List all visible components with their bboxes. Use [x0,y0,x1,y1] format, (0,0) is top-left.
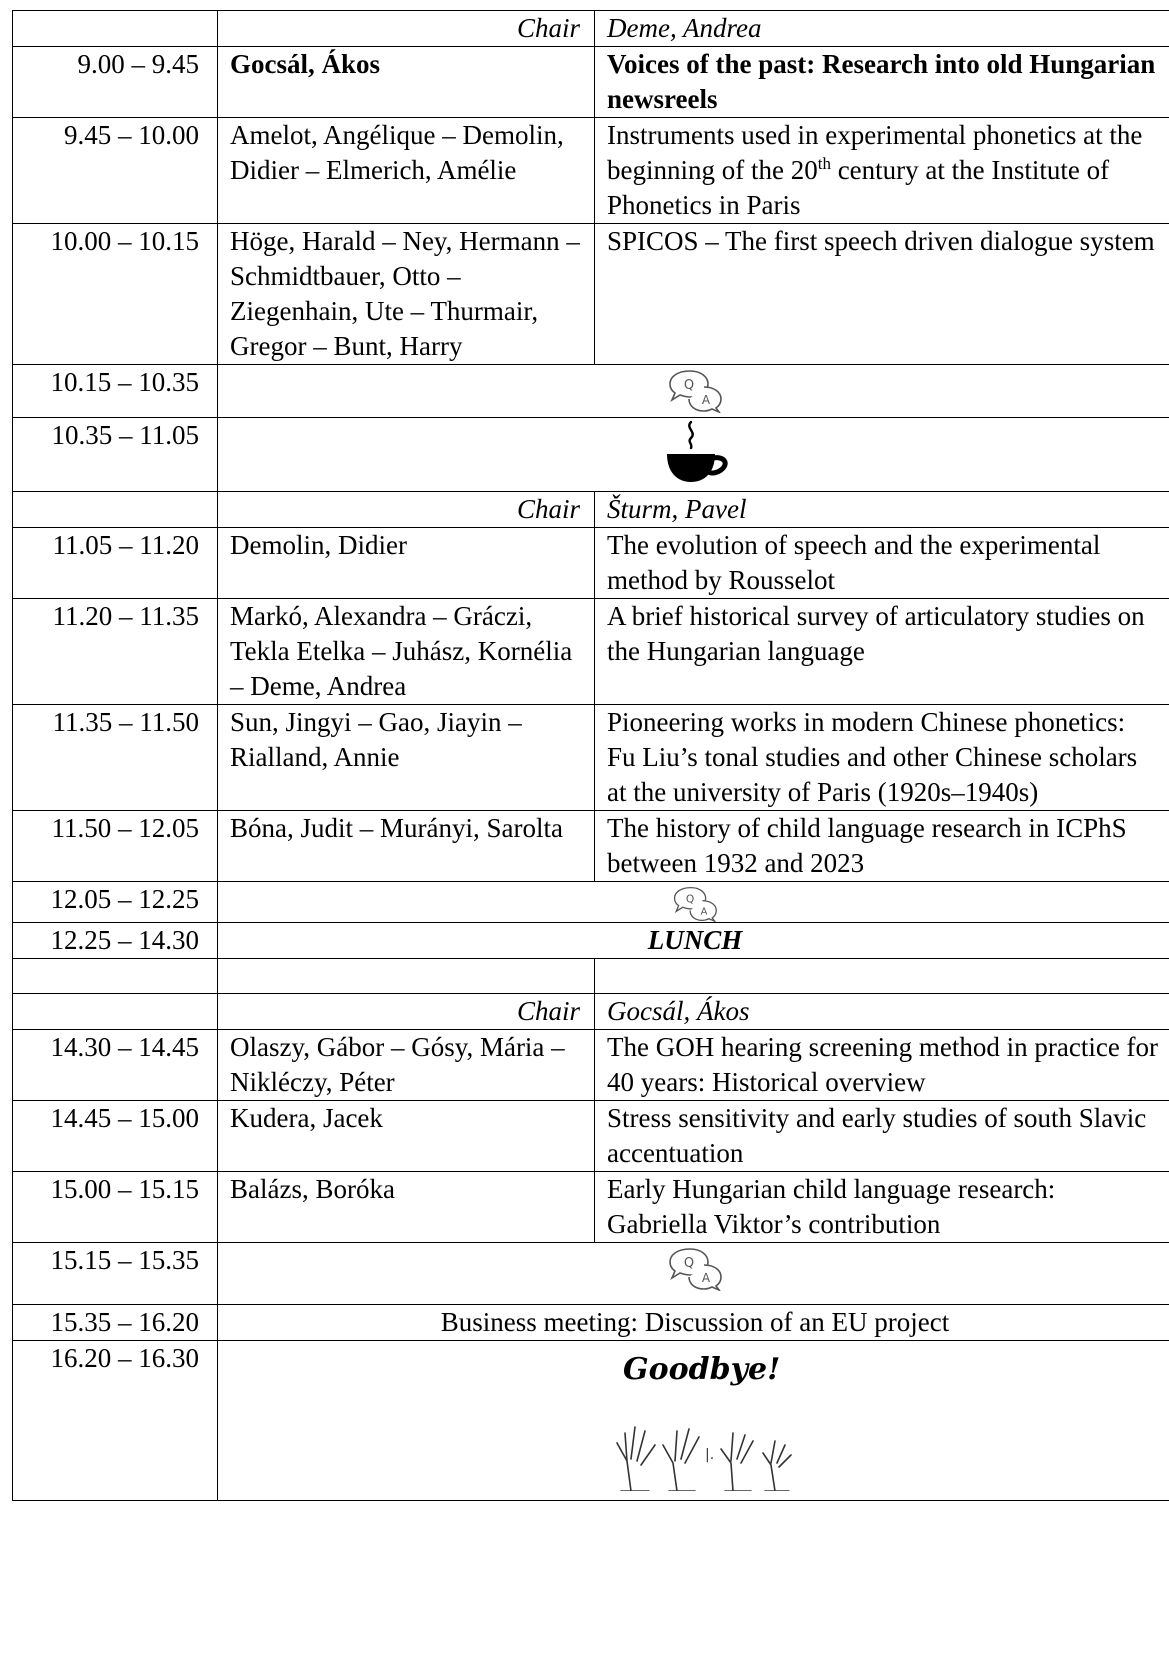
qa-speech-bubbles-icon [669,886,721,922]
time-slot: 12.25 – 14.30 [13,923,218,959]
talk-title: SPICOS – The first speech driven dialogue system [595,224,1169,365]
time-slot: 10.35 – 11.05 [13,418,218,492]
coffee-break-row [13,418,1169,492]
talk-title: A brief historical survey of articulatory studies on the Hungarian language [595,599,1169,705]
time-slot: 15.35 – 16.20 [13,1305,218,1341]
time-slot: 11.20 – 11.35 [13,599,218,705]
authors: Sun, Jingyi – Gao, Jiayin – Rialland, Annie [218,705,595,811]
qa-cell [218,1243,1169,1305]
chair-name: Šturm, Pavel [595,492,1169,528]
time-slot: 10.15 – 10.35 [13,365,218,418]
svg-text:A: A [700,906,708,918]
table-row [13,1101,1169,1172]
table-row [13,118,1169,224]
chair-label: Chair [218,492,595,528]
qa-row [13,365,1169,418]
qa-row [13,1243,1169,1305]
svg-text:|.: |. [705,1447,715,1463]
chair-label: Chair [218,994,595,1030]
time-slot: 11.35 – 11.50 [13,705,218,811]
authors: Höge, Harald – Ney, Hermann – Schmidtbauer, Otto – Ziegenhain, Ute – Thurmair, Gregor – Bunt, Harry [218,224,595,365]
goodbye-text: Goodbye! [623,1352,781,1387]
talk-title-part: century at the Institute of Phonetics in Paris [607,155,1110,220]
waving-hands-illustration [565,1341,825,1491]
svg-text:Q: Q [683,378,695,393]
lunch-row [13,923,1169,959]
time-slot: 11.05 – 11.20 [13,528,218,599]
talk-title [595,118,1169,224]
table-row [13,528,1169,599]
talk-title: Pioneering works in modern Chinese phonetics: Fu Liu’s tonal studies and other Chinese scholars at the university of Paris (1920s–1940s) [595,705,1169,811]
time-slot: 10.00 – 10.15 [13,224,218,365]
authors: Demolin, Didier [218,528,595,599]
empty-cell [13,11,218,47]
svg-text:Q: Q [683,1256,695,1271]
empty-cell [13,959,218,994]
table-row [13,47,1169,118]
table-row [13,224,1169,365]
empty-cell [595,959,1169,994]
qa-speech-bubbles-icon [666,369,724,413]
qa-cell [218,882,1169,923]
lunch-label: LUNCH [218,923,1169,959]
empty-cell [218,959,595,994]
goodbye-row [13,1341,1169,1501]
chair-label: Chair [218,11,595,47]
empty-cell [13,994,218,1030]
time-slot: 9.45 – 10.00 [13,118,218,224]
talk-title-part: Instruments used in experimental phonetics at the beginning of the 20 [607,120,1143,185]
ordinal-suffix: th [817,154,831,173]
time-slot: 11.50 – 12.05 [13,811,218,882]
empty-cell [13,492,218,528]
talk-title: Stress sensitivity and early studies of south Slavic accentuation [595,1101,1169,1172]
svg-text:A: A [701,1271,711,1285]
time-slot: 9.00 – 9.45 [13,47,218,118]
svg-text:A: A [701,393,711,407]
table-row [13,599,1169,705]
goodbye-cell [218,1341,1169,1501]
coffee-break-cell [218,418,1169,492]
authors: Bóna, Judit – Murányi, Sarolta [218,811,595,882]
chair-row [13,11,1169,47]
qa-row [13,882,1169,923]
time-slot: 12.05 – 12.25 [13,882,218,923]
qa-speech-bubbles-icon [666,1247,724,1291]
talk-title: Voices of the past: Research into old Hungarian newsreels [595,47,1169,118]
time-slot: 14.30 – 14.45 [13,1030,218,1101]
authors: Markó, Alexandra – Gráczi, Tekla Etelka – Juhász, Kornélia – Deme, Andrea [218,599,595,705]
authors: Kudera, Jacek [218,1101,595,1172]
coffee-cup-icon [655,420,735,486]
table-row [13,705,1169,811]
authors: Balázs, Boróka [218,1172,595,1243]
spacer-row [13,959,1169,994]
time-slot: 14.45 – 15.00 [13,1101,218,1172]
business-meeting-label: Business meeting: Discussion of an EU project [218,1305,1169,1341]
time-slot: 15.15 – 15.35 [13,1243,218,1305]
authors: Gocsál, Ákos [218,47,595,118]
chair-name: Gocsál, Ákos [595,994,1169,1030]
table-row [13,1030,1169,1101]
table-row [13,811,1169,882]
talk-title: The evolution of speech and the experimental method by Rousselot [595,528,1169,599]
talk-title: Early Hungarian child language research: Gabriella Viktor’s contribution [595,1172,1169,1243]
program-table [12,10,1169,1501]
chair-row [13,492,1169,528]
chair-row [13,994,1169,1030]
svg-text:Q: Q [685,892,695,906]
time-slot: 15.00 – 15.15 [13,1172,218,1243]
business-meeting-row [13,1305,1169,1341]
qa-cell [218,365,1169,418]
time-slot: 16.20 – 16.30 [13,1341,218,1501]
authors: Olaszy, Gábor – Gósy, Mária – Nikléczy, Péter [218,1030,595,1101]
talk-title: The GOH hearing screening method in practice for 40 years: Historical overview [595,1030,1169,1101]
chair-name: Deme, Andrea [595,11,1169,47]
talk-title: The history of child language research in ICPhS between 1932 and 2023 [595,811,1169,882]
authors: Amelot, Angélique – Demolin, Didier – Elmerich, Amélie [218,118,595,224]
table-row [13,1172,1169,1243]
